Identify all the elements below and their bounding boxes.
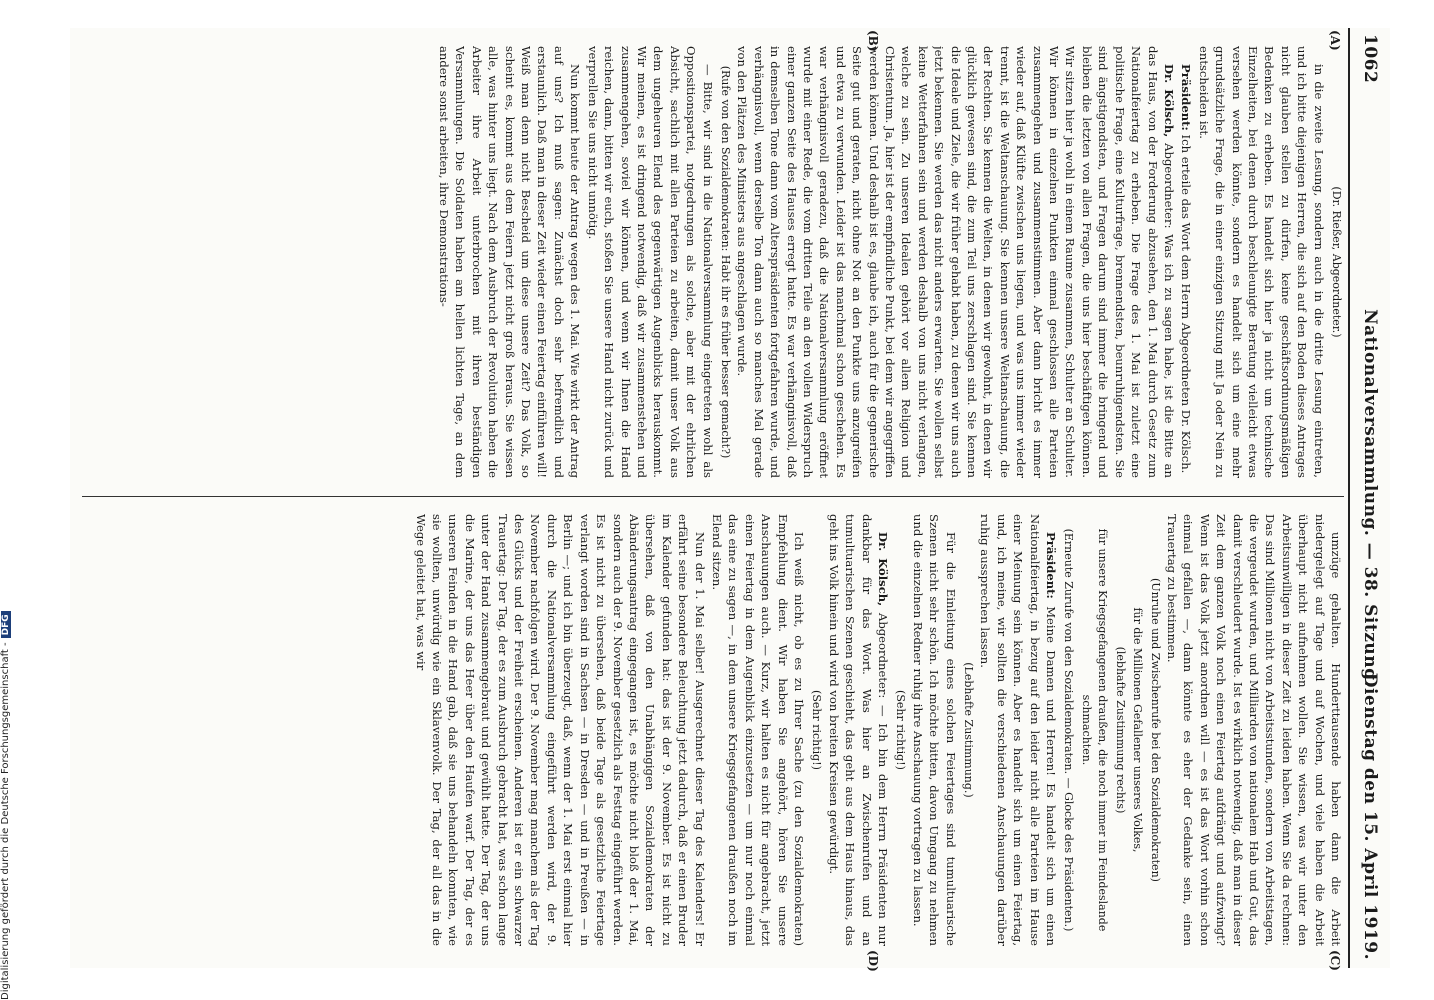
paragraph-text: für unsere Kriegsgefangenen draußen, die noch immer im Feindeslande schmachten.	[1079, 528, 1110, 932]
speaker-paragraph	[734, 46, 1177, 478]
right-text-column	[78, 514, 1344, 946]
paragraph-text: (Sehr richtig!)	[894, 690, 908, 770]
paragraph-text: (Sehr richtig!)	[810, 690, 824, 770]
paragraph-text: umzüge gehalten. Hunderttausende haben dann die Arbeit niedergelegt auf Tage und auf Wochen, und viele haben die Arbeit überhaupt nicht aufnehmen wollen. Sie wissen, was wir unter den Arbeitsunwilligen in dieser Zeit zu leiden haben. Wenn Sie da rechnen: Das sind Millionen nicht von Arbeitsstunden, sondern von Arbeitstagen, die vergeudet wurden, und Milliarden von nationalem Hab und Gut, das damit verschleudert wurde. Ist es wirklich notwendig, daß man in dieser Zeit dem ganzen Volk noch einen Feiertag aufdrängt und aufzwingt? Wenn ist das Volk jetzt anordnen will — es ist das Wort vorhin schon einmal gefallen —, dann könnte es eher der Gedanke sein, einen Trauertag zu bestimmen.	[1164, 514, 1343, 946]
paragraph-text: in die zweite Lesung, sondern auch in die dritte Lesung eintreten, und ich bitte diejenigen Herren, die sich auf den Boden dieses Antrages nicht glauben stellen zu dürfen, keine geschäftsordnungsmäßigen Bedenken zu erheben. Es handelt sich hier ja nicht um technische Einzelheiten, bei denen durch beschleunigte Beratung vielleicht etwas versehen werden könnte, sondern es handelt sich um eine mehr grundsätzliche Frage, die in einer einzigen Sitzung mit Ja oder Nein zu entscheiden ist.	[1196, 46, 1326, 478]
margin-mark-a: (A)	[1328, 30, 1342, 51]
speaker-name: Präsident:	[1179, 64, 1194, 131]
paragraph	[909, 514, 958, 946]
stage-direction	[1111, 514, 1127, 946]
stage-direction	[1060, 514, 1076, 946]
page-number: 1062	[1360, 34, 1380, 84]
page-header	[1348, 28, 1390, 968]
speaker-name: Dr. Kölsch,	[1161, 64, 1176, 138]
margin-mark-b: (B)	[866, 30, 880, 52]
paragraph-text: (Lebhafte Zustimmung.)	[962, 662, 976, 798]
paragraph-text: Nun der 1. Mai selber! Ausgerechnet dieser Tag des Kalenders! Er erfährt seine besondere Beleuchtung jetzt dadurch, daß er einen Bruder im Kalender gefunden hat: das ist der 9. November. Es ist nicht zu übersehen, daß von den Unabhängigen Sozialdemokraten der Abänderungsantrag eingegangen ist, es möchte nicht bloß der 1. Mai, sondern auch der 9. November gesetzlich als Festtag eingeführt werden. Es ist nicht zu übersehen, daß beide Tage als gesetzliche Feiertage verlangt worden sind in Sachsen — in Dresden — und in Preußen — in Berlin —; und ich bin überzeugt, daß, wenn der 1. Mai erst einmal hier durch die Nationalversammlung eingeführt werden wird, der 9. November nachfolgen wird. Der 9. November mag manchem als der Tag des Glücks und der Freiheit erscheinen. Anderen ist er ein schwarzer Trauertag: Der Tag, der es zum Ausbruch gebracht hat, was schon lange unter der Hand zusammengebraut und gewühlt hatte. Der Tag, der uns die Marine, der uns das Heer über den Haufen warf. Der Tag, der es unseren Feinden in die Hand gab, daß sie uns behandeln konnten, wie sie wollten, unwürdig wie ein Sklavenvolk. Der Tag, der all das in die Wege geleitet hat, was wir	[413, 514, 707, 946]
stage-direction	[960, 514, 976, 946]
stage-direction	[717, 46, 733, 478]
stage-direction	[1129, 514, 1145, 946]
paragraph-text: (Erneute Zurufe von den Sozialdemokraten. — Glocke des Präsidenten.)	[1062, 528, 1076, 932]
paragraph	[584, 46, 715, 478]
credit-text: Digitalisierung gefördert durch die Deutsche Forschungsgemeinschaft -	[0, 642, 11, 1000]
paragraph-text: Abgeordneter: Was ich zu sagen habe, ist die Bitte an das Haus, von der Forderung abzusehen, den 1. Mai durch Gesetz zum Nationalfeiertag zu erheben. Die Frage des 1. Mai ist zuletzt eine politische Frage, eine Kulturfrage, brennendsten, beunruhigendsten. Sie sind ängstigendsten, und Fragen darum sind immer die bringend und bleiben die letzten von allen Fragen, die uns hier beschäftigen können. Wir sitzen hier ja wohl in einem Raume zusammen, Schulter an Schulter. Wir können in einzelnen Punkten einmal geschlossen alle Parteien zusammengehen und zusammenstimmen. Aber dann bricht es immer wieder auf, daß Klüfte zwischen uns liegen, und was uns immer wieder trennt, ist die Weltanschauung. Sie kennen unsere Weltanschauung, die der Rechten. Sie kennen die Welten, in denen wir gewohnt, in denen wir glücklich gewesen sind, die zum Teil uns zerschlagen sind. Sie kennen die Ideale und Ziele, die wir früher gehabt haben, zu denen wir uns auch jetzt bekennen. Sie werden das nicht anders erwarten. Sie wollen selbst keine Wetterfahnen sein und werden deshalb von uns nicht verlangen, welche zu sein. Zu unseren Idealen gehört vor allem Religion und Christentum. Ja, hier ist der empfindliche Punkt, bei dem wir angegriffen werden können. Und deshalb ist es, glaube ich, auch für die gegnerische Seite gut und geraten, nicht ohne Not an den Punkte uns anzugreifen und etwa zu verwunden. Leider ist das manchmal schon geschehen. Es war verhängnisvoll geradezu, daß die Nationalversammlung eröffnet wurde mit einer Rede, die vom dritten Teile an den vollen Widerspruch einer ganzen Seite des Hauses erregt hatte. Es war verhängnisvoll, daß in demselben Tone dann vom Alterspräsidenten fortgefahren wurde, und verhängnisvoll, wenn derselbe Ton dann auch so manches Mal gerade von den Plätzen des Ministers aus angeschlagen wurde.	[735, 46, 1176, 478]
session-date: Dienstag den 15. April 1919.	[1360, 672, 1380, 960]
speaker-paragraph	[1178, 46, 1194, 478]
margin-mark-c: (C)	[1328, 950, 1342, 971]
column-divider	[82, 496, 1344, 497]
digitization-credit	[0, 0, 14, 1000]
stage-direction	[1146, 514, 1162, 946]
paragraph	[1164, 514, 1344, 946]
paragraph-text: Ich erteile das Wort dem Herrn Abgeordneten Dr. Kölsch.	[1179, 134, 1194, 474]
paragraph	[436, 46, 584, 478]
stage-direction	[892, 514, 908, 946]
paragraph-text: Nun kommt heute der Antrag wegen des 1. Mai. Wie wirkt der Antrag auf uns? Ich muß sagen: Zunächst doch sehr befremdlich und erstaunlich. Daß man in dieser Zeit wieder einen Feiertag einführen will! Weiß man denn nicht Bescheid um diese unsere Zeit? Das Volk, so scheint es, kommt aus dem Feiern jetzt nicht groß heraus. Sie wissen alle, was hinter uns liegt. Nach dem Ausbruch der Revolution haben die Arbeiter ihre Arbeit unterbrochen mit ihren beständigen Versammlungen. Die Soldaten haben am hellen lichten Tage, an dem andere sonst arbeiten, ihre Demonstrations-	[437, 46, 583, 478]
paragraph	[709, 514, 807, 946]
paragraph-text: Meine Damen und Herren! Es handelt sich um einen Nationalfeiertag, in bezug auf den leider nicht alle Parteien im Hause einer Meinung sein können. Aber es handelt sich um einen Feiertag, und, ich meine, wir sollten die verschiedenen Anschauungen darüber ruhig aussprechen lassen.	[978, 514, 1059, 946]
paragraph-text: Für die Einleitung eines solchen Feiertages sind tumultuarische Szenen nicht sehr schön. Ich möchte bitten, davon Umgang zu nehmen und die einzelnen Redner ruhig ihre Anschauung vortragen zu lassen.	[910, 514, 958, 946]
left-text-column	[78, 46, 1344, 478]
dfg-logo: DFG	[1, 611, 11, 638]
paragraph-text: Abgeordneter: — Ich bin dem Herrn Präsidenten nur dankbar für das Wort. Was hier an Zwischenrufen und an tumultuarischen Szenen geschieht, das geht aus dem Haus hinaus, das geht ins Volk hinein und wird von breiten Kreisen gewürdigt.	[826, 514, 891, 946]
paragraph-text: für die Millionen Gefallener unseres Volkes,	[1131, 607, 1145, 853]
page-title: Nationalversammlung. — 38. Sitzung.	[1360, 309, 1380, 687]
stage-direction	[808, 514, 824, 946]
margin-mark-d: (D)	[866, 950, 880, 972]
stage-direction	[1328, 46, 1344, 478]
paragraph	[412, 514, 707, 946]
paragraph-text: (Unruhe und Zwischenrufe bei den Sozialdemokraten)	[1148, 578, 1162, 882]
speaker-paragraph	[825, 514, 891, 946]
paragraph-text: (Dr. Rießer, Abgeordneter.)	[1330, 186, 1343, 338]
paragraph-text: Ich weiß nicht, ob es zu Ihrer Sache (zu den Sozialdemokraten) Empfehlung dient. Wir haben Sie angehört, hören Sie unsere Anschauungen auch. — Kurz, wir halten es nicht für angebracht, jetzt einen Feiertag in dem Augenblick einzusetzen — um nur noch einmal das eine zu sagen —, in dem unsere Kriegsgefangenen draußen noch im Elend sitzen.	[709, 514, 806, 946]
newspaper-page	[70, 28, 1390, 972]
speaker-name: Dr. Kölsch,	[876, 532, 891, 607]
stage-direction	[1078, 514, 1111, 946]
speaker-paragraph	[977, 514, 1059, 946]
speaker-name: Präsident:	[1044, 532, 1059, 599]
paragraph-text: — Bitte, wir sind in die Nationalversammlung eingetreten wohl als Oppositionspartei, notgedrungen als solche, aber mit der ehrlichen Absicht, sachlich mit allen Parteien zu arbeiten, damit unser Volk aus dem ungeheuren Elend des gegenwärtigen Augenblicks herauskommt. Wir meinen, es ist dringend notwendig, daß wir zusammenstehen und zusammengehen, soviel wir können, und wenn wir Ihnen die Hand reichen, dann, bitten wir euch, stoßen Sie unsere Hand nicht zurück und verprellen Sie uns nicht unnötig.	[585, 46, 715, 478]
paragraph-text: (Rufe von den Sozialdemokraten: Habt ihr es früher besser gemacht?)	[718, 65, 732, 459]
paragraph-text: (lebhafte Zustimmung rechts)	[1113, 646, 1127, 814]
paragraph	[1195, 46, 1326, 478]
